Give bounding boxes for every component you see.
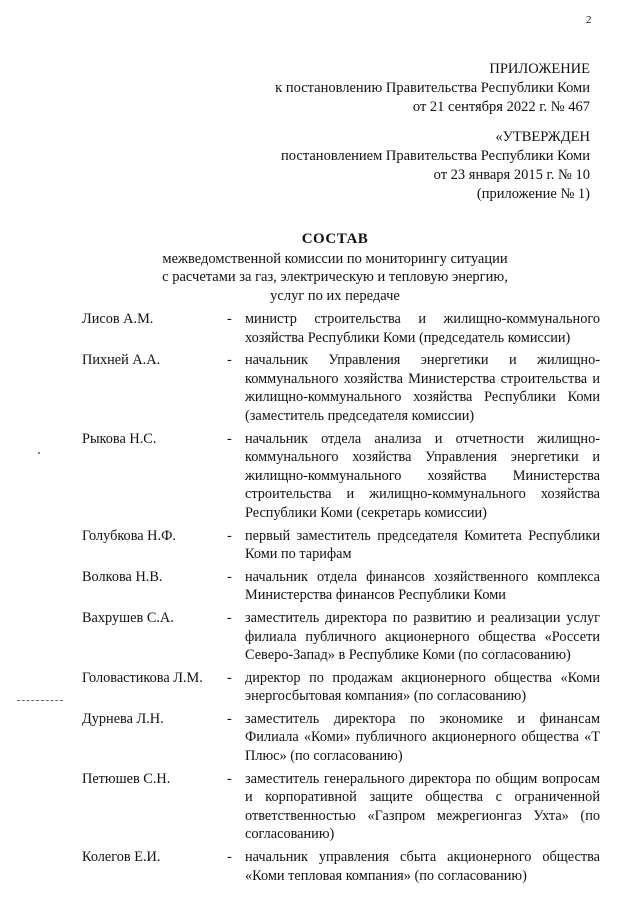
approved-line-1: постановлением Правительства Республики Коми xyxy=(281,148,590,164)
member-name: Вахрушев С.А. xyxy=(82,609,174,626)
member-name: Волкова Н.В. xyxy=(82,568,163,585)
document-title-line-1: межведомственной комиссии по мониторингу ситуации xyxy=(162,250,508,267)
member-name: Пихней А.А. xyxy=(82,352,161,369)
approved-title: «УТВЕРЖДЕН xyxy=(495,129,590,145)
member-dash: - xyxy=(227,352,232,369)
document-title xyxy=(0,230,640,305)
member-dash: - xyxy=(227,710,232,727)
approved-header xyxy=(281,128,590,204)
page-number: 2 xyxy=(586,14,592,26)
document-title-main: СОСТАВ xyxy=(301,231,369,247)
member-row xyxy=(82,568,600,605)
document-title-line-2: с расчетами за газ, электрическую и тепловую энергию, xyxy=(162,269,508,285)
member-dash: - xyxy=(227,849,232,866)
member-role: начальник Управления энергетики и жилищно-коммунального хозяйства Министерства строительства и жилищно-коммунального хозяйства Республики Коми (заместитель председателя комиссии) xyxy=(245,352,600,424)
member-dash: - xyxy=(227,609,232,626)
members-list xyxy=(82,310,600,889)
member-dash: - xyxy=(227,568,232,585)
member-name: Головастикова Л.М. xyxy=(82,669,203,686)
appendix-line-2: от 21 сентября 2022 г. № 467 xyxy=(412,99,590,115)
scan-speck xyxy=(38,452,40,454)
member-name: Колегов Е.И. xyxy=(82,849,161,866)
member-dash: - xyxy=(227,770,232,787)
approved-line-3: (приложение № 1) xyxy=(476,186,590,202)
member-name: Дурнева Л.Н. xyxy=(82,710,164,727)
member-role: начальник управления сбыта акционерного общества «Коми тепловая компания» (по согласованию) xyxy=(245,849,600,884)
member-role: первый заместитель председателя Комитета Республики Коми по тарифам xyxy=(245,527,600,563)
appendix-line-1: к постановлению Правительства Республики Коми xyxy=(275,80,590,96)
member-dash: - xyxy=(227,669,232,686)
scan-margin-mark xyxy=(17,700,63,701)
member-row xyxy=(82,710,600,766)
member-row xyxy=(82,430,600,523)
member-row xyxy=(82,609,600,665)
member-name: Лисов А.М. xyxy=(82,311,154,327)
member-name: Голубкова Н.Ф. xyxy=(82,527,176,544)
member-name: Рыкова Н.С. xyxy=(82,430,157,447)
appendix-title: ПРИЛОЖЕНИЕ xyxy=(489,61,590,77)
member-role: заместитель директора по развитию и реализации услуг филиала публичного акционерного общества «Россети Северо-Запад» в Республике Коми (по согласованию) xyxy=(245,609,600,664)
appendix-header xyxy=(275,60,590,117)
member-name: Петюшев С.Н. xyxy=(82,770,171,787)
member-role: заместитель директора по экономике и финансам Филиала «Коми» публичного акционерного общества «Т Плюс» (по согласованию) xyxy=(245,710,600,765)
member-role: директор по продажам акционерного общества «Коми энергосбытовая компания» (по согласованию) xyxy=(245,669,600,705)
member-dash: - xyxy=(227,311,232,327)
approved-line-2: от 23 января 2015 г. № 10 xyxy=(433,167,590,183)
member-dash: - xyxy=(227,527,232,544)
member-row xyxy=(82,848,600,885)
member-row xyxy=(82,527,600,564)
member-row xyxy=(82,310,600,347)
member-row xyxy=(82,669,600,706)
document-title-line-3: услуг по их передаче xyxy=(270,287,400,304)
member-role: начальник отдела финансов хозяйственного комплекса Министерства финансов Республики Коми xyxy=(245,568,600,604)
member-dash: - xyxy=(227,430,232,447)
member-row xyxy=(82,351,600,425)
member-role: заместитель генерального директора по общим вопросам и корпоративной защите общества с ограниченной ответственностью «Газпром межрегионгаз Ухта» (по согласованию) xyxy=(245,770,600,843)
member-role: начальник отдела анализа и отчетности жилищно-коммунального хозяйства Управления энергетики и жилищно-коммунального хозяйства Министерства строительства и жилищно-коммунального хозяйства Республики Коми (секретарь комиссии) xyxy=(245,430,600,521)
member-role: министр строительства и жилищно-коммунального хозяйства Республики Коми (председатель комиссии) xyxy=(245,311,600,346)
member-row xyxy=(82,770,600,844)
